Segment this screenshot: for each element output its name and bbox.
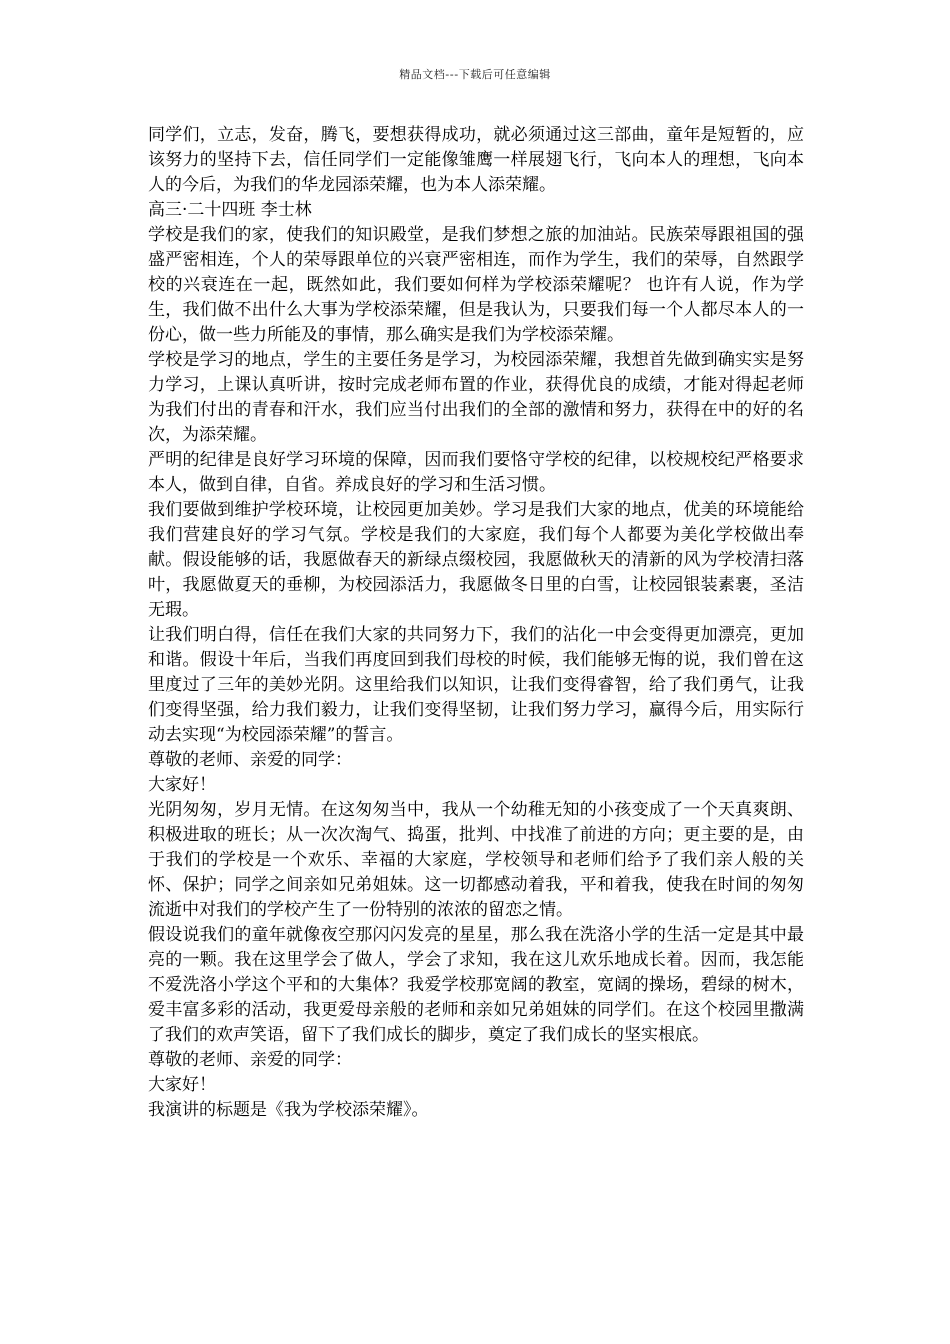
salutation: 尊敬的老师、亲爱的同学： [148, 750, 352, 770]
document-body [148, 123, 804, 1123]
greeting: 大家好！ [148, 775, 216, 795]
paragraph-discipline: 严明的纪律是良好学习环境的保障，因而我们要恪守学校的纪律，以校规校纪严格要求本人，做到自律，自省。养成良好的学习和生活习惯。 [148, 450, 804, 495]
author-line: 高三·二十四班 李士林 [148, 200, 312, 220]
salutation-2: 尊敬的老师、亲爱的同学： [148, 1050, 352, 1070]
paragraph-time-flies: 光阴匆匆，岁月无情。在这匆匆当中，我从一个幼稚无知的小孩变成了一个天真爽朗、积极进取的班长；从一次次淘气、捣蛋，批判、中找准了前进的方向；更主要的是，由于我们的学校是一个欢乐、幸福的大家庭，学校领导和老师们给予了我们亲人般的关怀、保护；同学之间亲如兄弟姐妹。这一切都感动着我，平和着我，使我在时间的匆匆流逝中对我们的学校产生了一份特别的浓浓的留恋之情。 [148, 800, 804, 920]
paragraph-study-hard: 学校是学习的地点，学生的主要任务是学习，为校园添荣耀，我想首先做到确实实是努力学习，上课认真听讲，按时完成老师布置的作业，获得优良的成绩，才能对得起老师为我们付出的青春和汗水，我们应当付出我们的全部的激情和努力，获得在中的好的名次，为添荣耀。 [148, 350, 804, 445]
paragraph-environment: 我们要做到维护学校环境，让校园更加美妙。学习是我们大家的地点，优美的环境能给我们营建良好的学习气氛。学校是我们的大家庭，我们每个人都要为美化学校做出奉献。假设能够的话，我愿做春天的新绿点缀校园，我愿做秋天的清新的风为学校清扫落叶，我愿做夏天的垂柳，为校园添活力，我愿做冬日里的白雪，让校园银装素裹，圣洁无瑕。 [148, 500, 804, 620]
paragraph-school-is-home: 学校是我们的家，使我们的知识殿堂，是我们梦想之旅的加油站。民族荣辱跟祖国的强盛严密相连，个人的荣辱跟单位的兴衰严密相连，而作为学生，我们的荣辱，自然跟学校的兴衰连在一起，既然如此，我们要如何样为学校添荣耀呢？ 也许有人说，作为学生，我们做不出什么大事为学校添荣耀，但是我认为，只要我们每一个人都尽本人的一份心，做一些力所能及的事情，那么确实是我们为学校添荣耀。 [148, 225, 804, 345]
paragraph-future: 让我们明白得，信任在我们大家的共同努力下，我们的沾化一中会变得更加漂亮，更加和谐。假设十年后，当我们再度回到我们母校的时候，我们能够无悔的说，我们曾在这里度过了三年的美妙光阴。这里给我们以知识，让我们变得睿智，给了我们勇气，让我们变得坚强，给力我们毅力，让我们变得坚韧，让我们努力学习，赢得今后，用实际行动去实现“为校园添荣耀”的誓言。 [148, 625, 804, 745]
speech-title-line: 我演讲的标题是《我为学校添荣耀》。 [148, 1100, 429, 1120]
paragraph-childhood-stars: 假设说我们的童年就像夜空那闪闪发亮的星星，那么我在洗洛小学的生活一定是其中最亮的一颗。我在这里学会了做人，学会了求知，我在这儿欢乐地成长着。因而，我怎能不爱洗洛小学这个平和的大集体？我爱学校那宽阔的教室，宽阔的操场，碧绿的树木，爱丰富多彩的活动，我更爱母亲般的老师和亲如兄弟姐妹的同学们。在这个校园里撒满了我们的欢声笑语，留下了我们成长的脚步，奠定了我们成长的坚实根底。 [148, 925, 804, 1045]
paragraph-closing-remarks: 同学们，立志，发奋，腾飞，要想获得成功，就必须通过这三部曲，童年是短暂的，应该努力的坚持下去，信任同学们一定能像雏鹰一样展翅飞行，飞向本人的理想，飞向本人的今后，为我们的华龙园添荣耀，也为本人添荣耀。 [148, 125, 804, 195]
greeting-2: 大家好！ [148, 1075, 216, 1095]
page-header: 精品文档---下载后可任意编辑 [399, 68, 551, 81]
